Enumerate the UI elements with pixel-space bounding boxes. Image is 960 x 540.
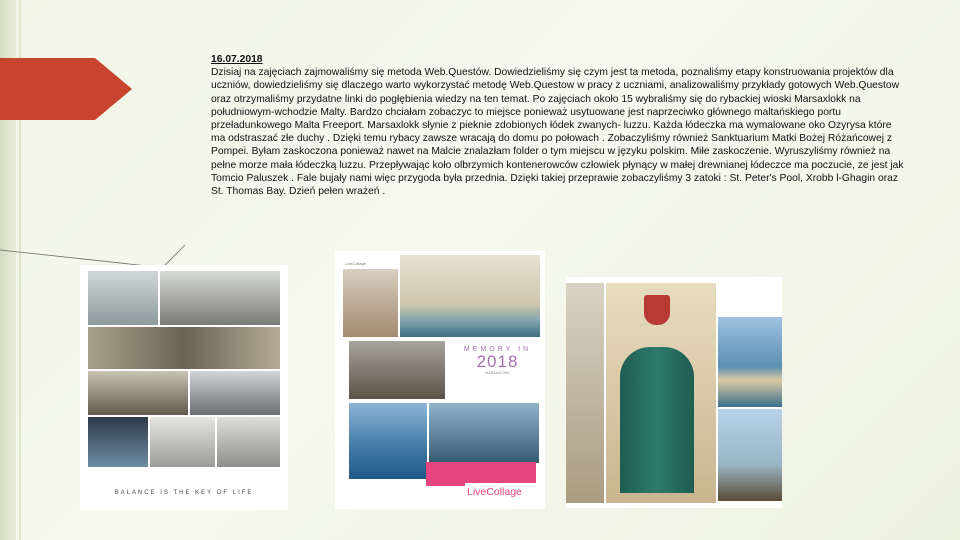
photo-classroom-8 [217, 417, 280, 467]
photo-woman-cliff [343, 269, 398, 337]
photo-harbour [349, 403, 427, 479]
photo-group-table [349, 341, 445, 399]
entry-date: 16.07.2018 [211, 54, 263, 65]
photo-classroom-7 [150, 417, 215, 467]
red-arrow-marker [0, 58, 132, 120]
memory-title: MEMORY IN [463, 346, 532, 353]
memory-year: 2018 [476, 352, 519, 371]
photo-classroom-4 [88, 371, 188, 415]
photo-classroom-3 [88, 327, 280, 369]
photo-coat-of-arms [644, 295, 670, 325]
photo-green-door [620, 347, 694, 493]
collage-caption: BALANCE IS THE KEY OF LIFE [114, 490, 254, 496]
photo-sea-boat [429, 403, 539, 463]
photo-cliff-boat [400, 255, 540, 337]
memory-subtitle: MARSAXLOKK [485, 371, 510, 375]
church-door-collage [566, 277, 782, 508]
memory-title-block [450, 346, 545, 375]
photo-left-strip [566, 283, 604, 503]
classroom-photo-collage [80, 265, 288, 510]
photo-harbour-boats [718, 317, 782, 407]
photo-classroom-5 [190, 371, 280, 415]
livecollage-badge: LiveCollage [465, 483, 545, 501]
photo-classroom-6 [88, 417, 148, 467]
entry-body: Dzisiaj na zajęciach zajmowaliśmy się metoda Web.Questów. Dowiedzieliśmy się czym jest ta metoda, poznaliśmy etapy konstruowania projektów dla uczniów, dowiedzieliśmy się dlaczego warto wykorzystać metodę Web.Questow w pracy z uczniami, analizowaliśmy przykłady gotowych Web.Questow oraz otrzymaliśmy przydatne linki do pogłębienia wiedzy na ten temat. Po zajęciach około 15 wybraliśmy się do rybackiej wioski Marsaxlokk na południowym-wchodzie Malty. Bardzo chciałam zobaczyc to miejsce ponieważ usytuowane jest naprzeciwko głównego maltańskiego portu przeładunkowego Malta Freeport. Marsaxlokk słynie z pieknie zdobionych łódek zwanych- luzzu. Każda łódeczka ma wymalowane oko Ozyrysa które ma odstraszać złe duchy . Dzięki temu rybacy zawsze wracają do domu po połowach . Zobaczyliśmy również Sanktuarium Matki Bożej Różańcowej z Pompei. Byłam zaskoczona ponieważ nawet na Malcie znalazłam folder o tym miejscu w języku polskim. Miłe zaskoczenie. Wyruszyliśmy również na pełne morze mała łódeczką luzzu. Przepływając koło olbrzymich kontenerowców człowiek płynący w małej drewnianej łódeczce ma poczucie, ze jest jak Tomcio Paluszek . Fale bujały nami więc przygoda była przednia. Dzięki takiej przeprawie zobaczyliśmy 3 zatoki : St. Peter's Pool, Xrobb l-Ghagin oraz St. Thomas Bay. Dzień pełen wrażeń . [211, 67, 904, 198]
photo-classroom-2 [160, 271, 280, 325]
journal-entry [211, 53, 906, 198]
collage-top-label: LiveCollage [345, 261, 366, 266]
photo-statue [718, 409, 782, 501]
malta-photo-collage [335, 251, 545, 509]
photo-classroom-1 [88, 271, 158, 325]
